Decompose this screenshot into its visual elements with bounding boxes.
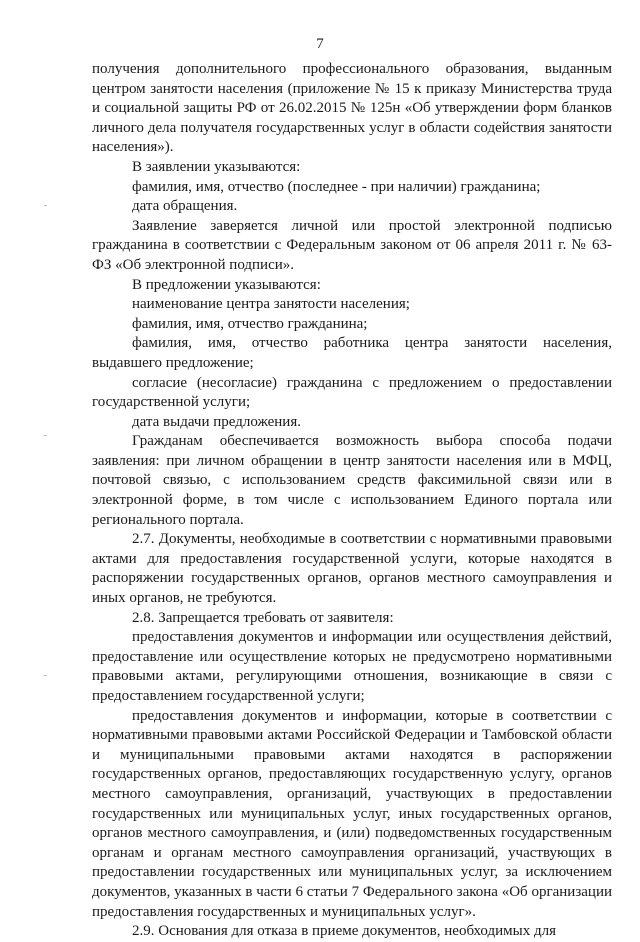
paragraph: фамилия, имя, отчество (последнее - при наличии) гражданина; xyxy=(132,178,541,195)
paragraph: Заявление заверяется личной или простой электронной подписью гражданина в соответствии с Федеральным законом от 06 апреля 2011 г. № 63-ФЗ «Об электронной подписи». xyxy=(92,217,612,273)
margin-mark xyxy=(44,675,47,676)
paragraph: дата обращения. xyxy=(132,198,238,215)
paragraph: получения дополнительного профессионального образования, выданным центром занятости населения (приложение № 15 к приказу Министерства труда и социальной защиты РФ от 26.02.2015 № 125н «Об утверждении форм бланков личного дела получателя государственных услуг в области содействия занятости населения»). xyxy=(92,61,612,156)
paragraph: В предложении указываются: xyxy=(132,276,321,293)
paragraph: наименование центра занятости населения; xyxy=(132,296,410,313)
paragraph: В заявлении указываются: xyxy=(132,158,301,175)
document-body xyxy=(92,60,612,942)
page-number: 7 xyxy=(316,36,324,52)
paragraph: дата выдачи предложения. xyxy=(132,413,301,430)
paragraph: фамилия, имя, отчество работника центра занятости населения, выдавшего предложение; xyxy=(92,335,612,371)
paragraph: предоставления документов и информации или осуществления действий, предоставление или осуществление которых не предусмотрено нормативными правовыми актами, регулирующими отношения, возникающие в связи с предоставлением государственной услуги; xyxy=(92,629,612,704)
margin-mark xyxy=(44,205,47,206)
margin-mark xyxy=(44,435,47,436)
paragraph: согласие (несогласие) гражданина с предложением о предоставлении государственной услуги; xyxy=(92,374,612,411)
paragraph: Гражданам обеспечивается возможность выбора способа подачи заявления: при личном обращении в центр занятости населения или в МФЦ, почтовой связью, с использованием средств факсимильной связи или в электронной форме, в том числе с использованием Единого портала или регионального портала. xyxy=(92,433,612,528)
paragraph: 2.8. Запрещается требовать от заявителя: xyxy=(132,609,394,626)
paragraph: предоставления документов и информации, которые в соответствии с нормативными правовыми актами Российской Федерации и Тамбовской области и муниципальными правовыми актами находятся в распоряжении государственных органов, предоставляющих государственную услугу, органов местного самоуправления, организаций, участвующих в предоставлении государственных или муниципальных услуг, иных государственных органов, органов местного самоуправления, и (или) подведомственных государственным органам и органам местного самоуправления организаций, участвующих в предоставлении государственных или муниципальных услуг, за исключением документов, указанных в части 6 статьи 7 Федерального закона «Об организации предоставления государственных и муниципальных услуг». xyxy=(92,707,612,920)
paragraph: 2.7. Документы, необходимые в соответствии с нормативными правовыми актами для предоставления государственной услуги, которые находятся в распоряжении государственных органов, органов местного самоуправления и иных органов, не требуются. xyxy=(92,531,612,607)
paragraph: 2.9. Основания для отказа в приеме документов, необходимых для xyxy=(132,923,556,940)
paragraph: фамилия, имя, отчество гражданина; xyxy=(132,315,368,332)
